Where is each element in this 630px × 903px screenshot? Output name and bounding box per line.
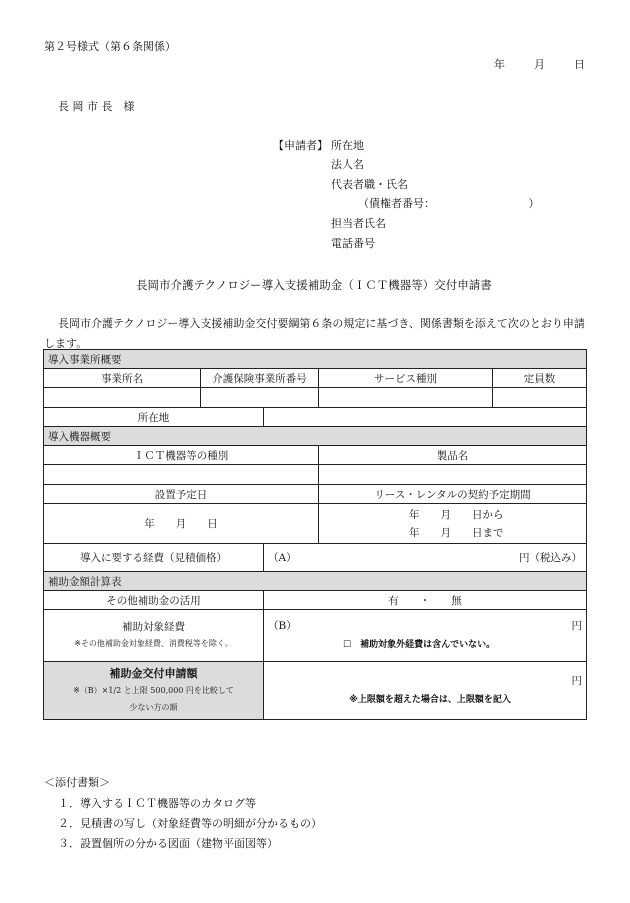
header-service-type: サービス種別 [319, 369, 493, 388]
apply-amount-cell[interactable] [264, 662, 587, 720]
header-target-cost [44, 610, 264, 662]
applicant-contact: 担当者氏名 [331, 217, 386, 230]
header-install-date: 設置予定日 [44, 485, 319, 504]
date-day: 日 [574, 58, 585, 71]
intro-text: 長岡市介護テクノロジー導入支援補助金交付要綱第６条の規定に基づき、関係書類を添えて次のとおり申請します。 [44, 317, 585, 350]
applicant-representative: 代表者職・氏名 [331, 178, 408, 191]
cap-note: ※上限額を超えた場合は、上限額を記入 [349, 695, 511, 705]
date-line [494, 56, 585, 72]
header-lease-period: リース・レンタルの契約予定期間 [319, 485, 587, 504]
attachments-heading: ＜添付書類＞ [44, 776, 110, 789]
applicant-corp-name: 法人名 [331, 158, 364, 171]
lease-to: 年 月 日まで [409, 526, 504, 539]
cost-a-label: （A） [268, 552, 297, 564]
apply-note-2: 少ない方の額 [129, 702, 178, 712]
applicant-phone: 電話番号 [331, 237, 375, 250]
attachment-item: ３．設置個所の分かる図面（建物平面図等） [58, 837, 278, 850]
application-table [43, 349, 587, 720]
product-name-cell[interactable] [319, 465, 587, 485]
cost-cell[interactable] [264, 544, 587, 572]
applicant-address: 所在地 [331, 139, 364, 152]
header-office-name: 事業所名 [44, 369, 201, 388]
header-care-number: 介護保険事業所番号 [201, 369, 319, 388]
target-b-label: （B） [268, 620, 297, 632]
exclude-checkbox-note[interactable]: ☐ 補助対象外経費は含んでいない。 [343, 640, 496, 650]
office-name-cell[interactable] [44, 388, 201, 408]
care-number-cell[interactable] [201, 388, 319, 408]
attachment-item: １．導入するＩＣＴ機器等のカタログ等 [58, 797, 256, 810]
addressee: 長 岡 市 長 様 [58, 100, 135, 113]
target-cost-cell[interactable] [264, 610, 587, 662]
apply-yen: 円 [571, 675, 582, 687]
target-cost-note: ※その他補助金対象経費、消費税等を除く。 [74, 639, 233, 648]
form-number: 第２号様式（第６条関係） [44, 40, 176, 53]
section-office-overview: 導入事業所概要 [44, 350, 587, 369]
header-other-subsidy: その他補助金の活用 [44, 591, 264, 610]
section-device-overview: 導入機器概要 [44, 427, 587, 446]
install-date-cell[interactable]: 年 月 日 [44, 504, 319, 544]
date-month: 月 [534, 58, 545, 71]
target-yen: 円 [571, 620, 582, 632]
location-cell[interactable] [264, 408, 587, 427]
capacity-cell[interactable] [493, 388, 587, 408]
date-year: 年 [494, 58, 505, 71]
header-capacity: 定員数 [493, 369, 587, 388]
document-title: 長岡市介護テクノロジー導入支援補助金（ＩＣＴ機器等）交付申請書 [136, 278, 492, 292]
apply-note-1: ※（B）×1/2 と上限 500,000 円を比較して [73, 685, 234, 695]
applicant-label: 【申請者】 [273, 139, 328, 152]
header-apply-amount [44, 662, 264, 720]
section-calculation: 補助金額計算表 [44, 572, 587, 591]
lease-from: 年 月 日から [409, 508, 504, 521]
applicant-creditor-number: （債権者番号： ） [358, 197, 540, 210]
apply-amount-label: 補助金交付申請額 [109, 666, 198, 680]
header-ict-type: ＩＣＴ機器等の種別 [44, 446, 319, 465]
service-type-cell[interactable] [319, 388, 493, 408]
target-cost-label: 補助対象経費 [122, 621, 185, 633]
attachment-item: ２．見積書の写し（対象経費等の明細が分かるもの） [58, 817, 322, 830]
header-cost: 導入に要する経費（見積価格） [44, 544, 264, 572]
ict-type-cell[interactable] [44, 465, 319, 485]
cost-yen-tax: 円（税込み） [519, 552, 582, 564]
lease-period-cell[interactable] [319, 504, 587, 544]
header-location: 所在地 [44, 408, 264, 427]
other-subsidy-choice[interactable]: 有 ・ 無 [264, 591, 587, 610]
header-product-name: 製品名 [319, 446, 587, 465]
